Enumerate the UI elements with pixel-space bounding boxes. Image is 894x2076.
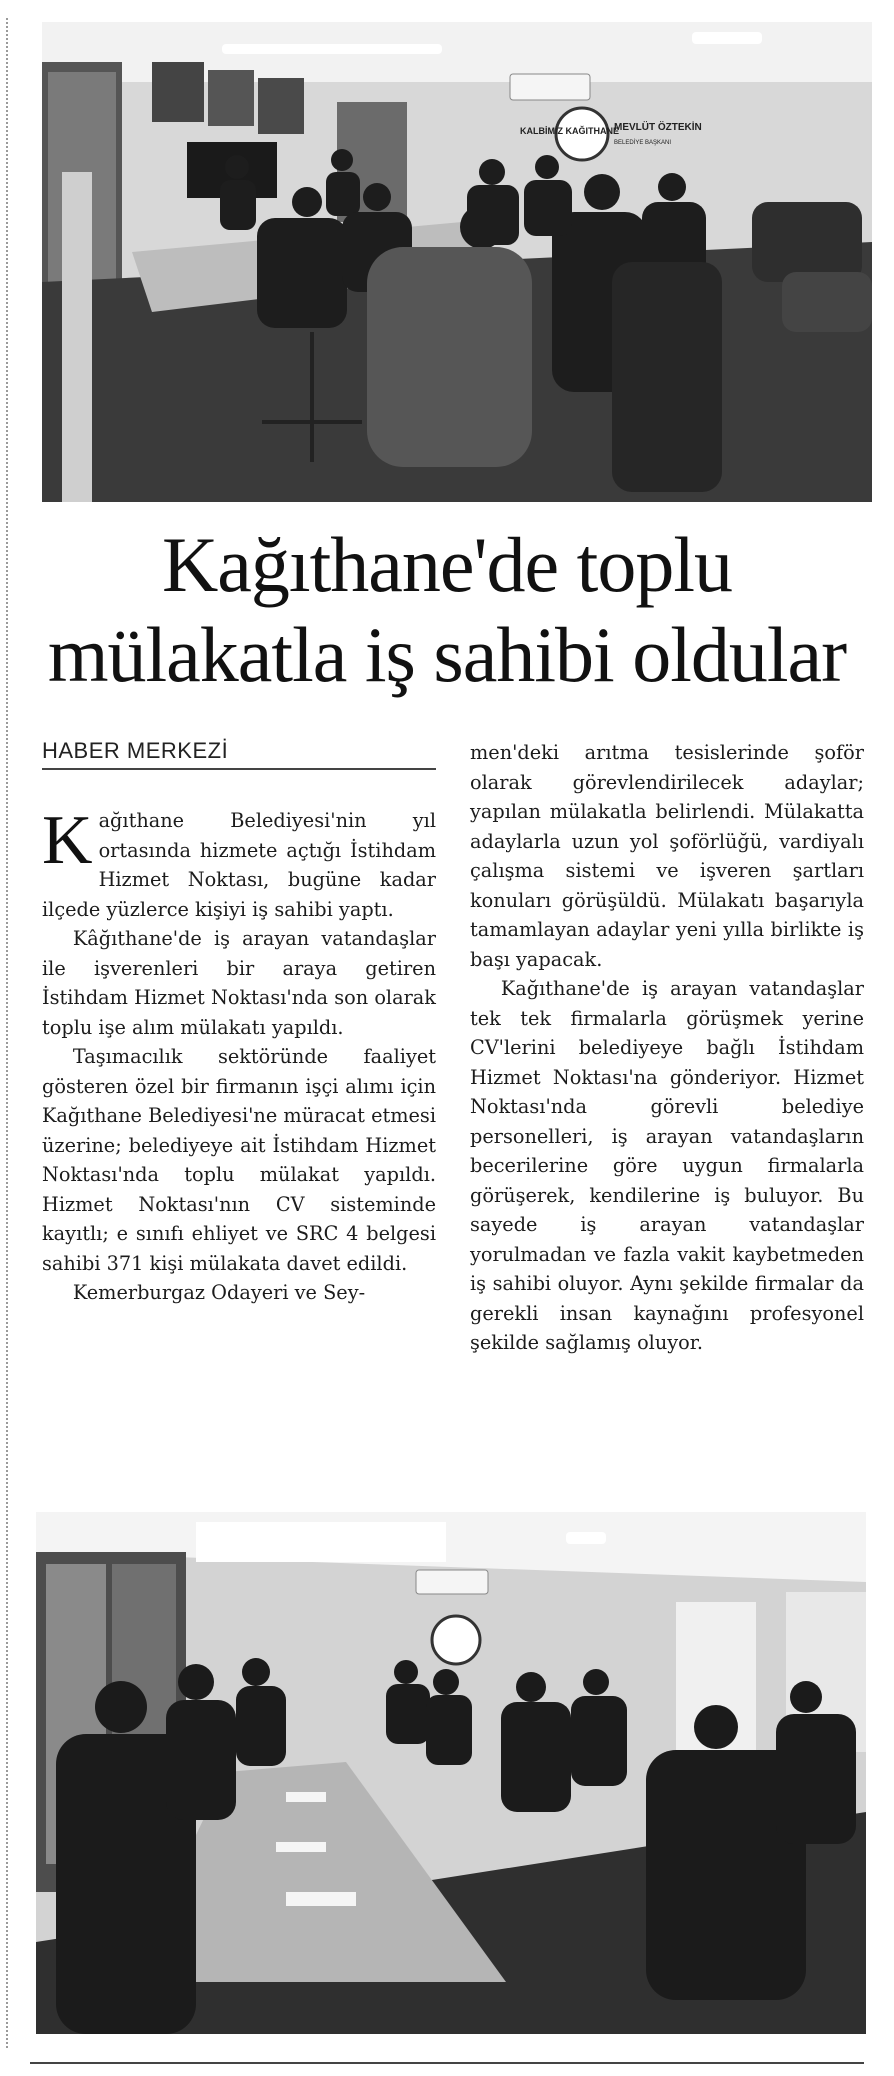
bottom-photo <box>36 1512 866 2034</box>
bottom-rule <box>30 2062 864 2064</box>
top-photo-scene <box>42 22 872 502</box>
article-column-right <box>470 738 864 1358</box>
article-headline: Kağıthane'de toplu mülakatla iş sahibi oldular <box>47 521 847 698</box>
wall-sign-right-sub: BELEDİYE BAŞKANI <box>614 140 672 146</box>
drop-cap: K <box>42 802 93 879</box>
byline: HABER MERKEZİ <box>42 738 436 770</box>
bottom-photo-scene <box>36 1512 866 2034</box>
paragraph-2: Kâğıthane'de iş arayan vatandaşlar ile işverenleri bir araya getiren İstihdam Hizmet Noktası'nda son olarak toplu işe alım mülakatı yapıldı. <box>42 927 436 1039</box>
wall-sign-left: KALBİMİZ KAĞITHANE <box>520 126 619 136</box>
paragraph-1 <box>42 802 436 924</box>
paragraph-3: Taşımacılık sektöründe faaliyet gösteren özel bir firmanın işçi alımı için Kağıthane Belediyesi'ne müracat etmesi üzerine; belediyeye ait İstihdam Hizmet Noktası'nda toplu mülakat yapıldı. Hizmet Noktası'nın CV sisteminde kayıtlı; e sınıfı ehliyet ve SRC 4 belgesi sahibi 371 kişi mülakata davet edildi. <box>42 1045 436 1275</box>
page-edge-dots <box>6 18 8 2048</box>
paragraph-5: men'deki arıtma tesislerinde şoför olarak görevlendirilecek adaylar; yapılan mülakatla belirlendi. Mülakatta adaylarla uzun yol şoförlüğü, vardiyalı çalışma sistemi ve işveren şartları konuları görüşüldü. Mülakatı başarıyla tamamlayan adaylar yeni yılla birlikte iş başı yapacak. <box>470 741 864 971</box>
wall-sign-right: MEVLÜT ÖZTEKİN <box>614 122 702 133</box>
paragraph-1-text: ağıthane Belediyesi'nin yıl ortasında hizmete açtığı İstihdam Hizmet Noktası, bugüne kadar ilçede yüzlerce kişiyi iş sahibi yaptı. <box>42 809 436 921</box>
top-photo <box>42 22 872 502</box>
paragraph-6: Kağıthane'de iş arayan vatandaşlar tek tek firmalarla görüşmek yerine CV'lerini belediyeye bağlı İstihdam Hizmet Noktası'na gönderiyor. Hizmet Noktası'nda görevli belediye personelleri, iş arayan vatandaşların becerilerine göre uygun firmalarla görüşerek, kendilerine iş buluyor. Bu sayede iş arayan vatandaşlar yorulmadan ve fazla vakit kaybetmeden iş sahibi oluyor. Aynı şekilde firmalar da gerekli insan kaynağını profesyonel şekilde sağlamış oluyor. <box>470 977 864 1354</box>
article-column-left <box>42 802 436 1308</box>
paragraph-4: Kemerburgaz Odayeri ve Sey- <box>72 1281 366 1304</box>
